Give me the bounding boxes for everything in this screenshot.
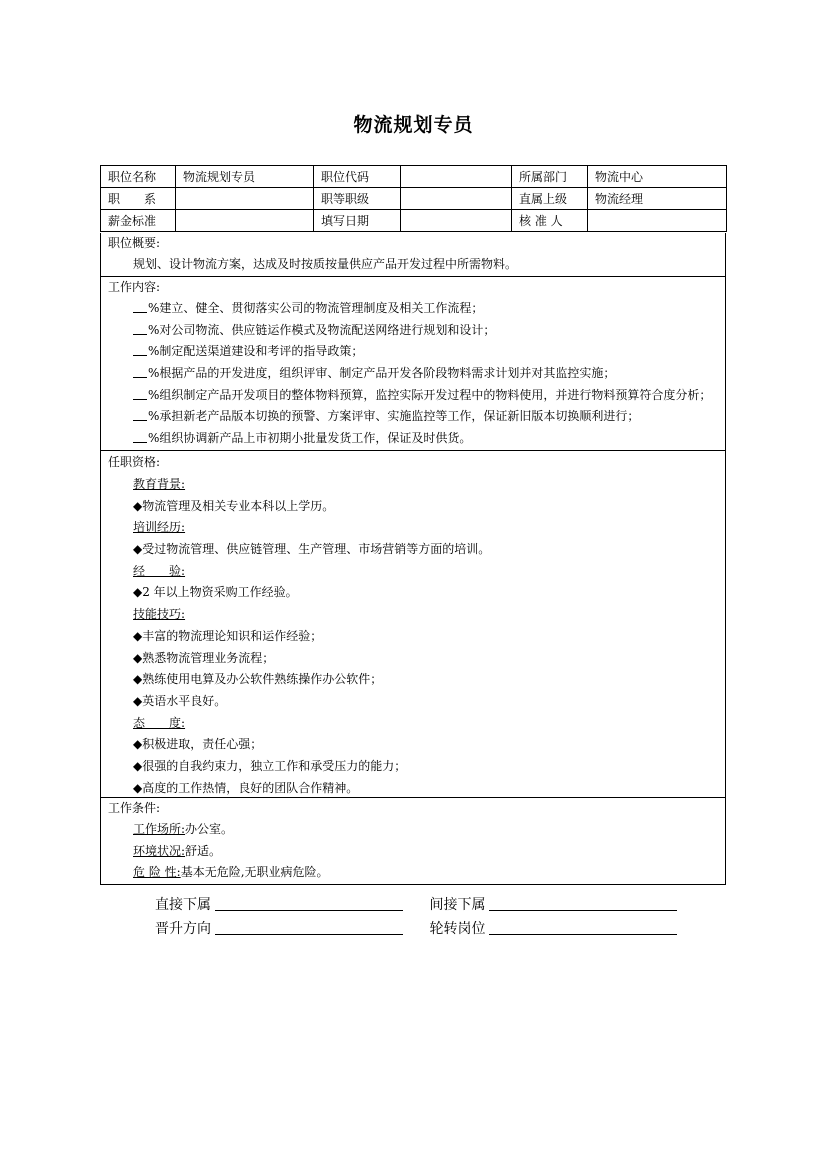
value-department: 物流中心 <box>588 166 727 188</box>
footer-fields <box>155 893 677 941</box>
list-item: %根据产品的开发进度，组织评审、制定产品开发各阶段物料需求计划并对其监控实施； <box>101 363 725 385</box>
list-item: %建立、健全、贯彻落实公司的物流管理制度及相关工作流程； <box>101 298 725 320</box>
value-position-name: 物流规划专员 <box>176 166 314 188</box>
page-title: 物流规划专员 <box>353 114 474 136</box>
label-job-family: 职 系 <box>101 188 176 210</box>
direct-sub-field[interactable] <box>215 893 403 911</box>
list-item: ◆积极进取，责任心强； <box>133 737 263 752</box>
promotion-field[interactable] <box>215 917 403 935</box>
blank-line <box>133 386 147 400</box>
risk-value: 基本无危险,无职业病危险。 <box>180 865 329 880</box>
education-label: 教育背景: <box>133 477 186 491</box>
list-item: %承担新老产品版本切换的预警、方案评审、实施监控等工作，保证新旧版本切换顺利进行； <box>101 406 725 428</box>
place-value: 办公室。 <box>185 822 234 836</box>
label-position-name: 职位名称 <box>101 166 176 188</box>
rotation-field[interactable] <box>489 917 677 935</box>
indirect-sub-label: 间接下属 <box>429 897 486 913</box>
value-position-code <box>401 166 512 188</box>
condition-row <box>101 841 725 863</box>
blank-line <box>133 342 147 356</box>
conditions-section <box>100 798 726 885</box>
label-approver: 核 准 人 <box>512 210 588 232</box>
blank-line <box>133 429 147 443</box>
value-approver <box>588 210 727 232</box>
training-item: ◆受过物流管理、供应链管理、生产管理、市场营销等方面的培训。 <box>133 542 491 557</box>
qualifications-heading: 任职资格: <box>108 455 161 469</box>
list-item: ◆熟悉物流管理业务流程； <box>133 650 275 665</box>
overview-text: 规划、设计物流方案，达成及时按质按量供应产品开发过程中所需物料。 <box>133 257 518 271</box>
experience-item: ◆2 年以上物资采购工作经验。 <box>133 585 298 600</box>
list-item: ◆英语水平良好。 <box>133 693 227 708</box>
duties-section <box>100 277 726 451</box>
value-fill-date <box>401 210 512 232</box>
value-supervisor: 物流经理 <box>588 188 727 210</box>
label-supervisor: 直属上级 <box>512 188 588 210</box>
list-item: ◆熟练使用电算及办公软件熟练操作办公软件； <box>133 672 383 687</box>
blank-line <box>133 299 147 313</box>
label-department: 所属部门 <box>512 166 588 188</box>
blank-line <box>133 321 147 335</box>
risk-label: 危 险 性: <box>133 865 181 880</box>
env-value: 舒适。 <box>185 843 222 858</box>
env-label: 环境状况: <box>133 843 186 858</box>
condition-row <box>101 819 725 841</box>
attitude-label: 态 度: <box>133 715 186 730</box>
condition-row <box>101 862 725 884</box>
label-position-code: 职位代码 <box>314 166 401 188</box>
list-item: %组织协调新产品上市初期小批量发货工作，保证及时供货。 <box>101 428 725 450</box>
overview-section <box>100 233 726 277</box>
duties-heading: 工作内容: <box>108 280 161 294</box>
promotion-label: 晋升方向 <box>155 921 211 937</box>
experience-label: 经 验: <box>133 563 186 578</box>
place-label: 工作场所: <box>133 822 186 836</box>
conditions-heading: 工作条件: <box>108 801 161 815</box>
qualifications-section <box>100 451 726 798</box>
table-row <box>101 166 727 188</box>
blank-line <box>133 407 147 421</box>
blank-line <box>133 364 147 378</box>
direct-sub-label: 直接下属 <box>155 897 211 913</box>
training-label: 培训经历: <box>133 520 186 535</box>
table-row <box>101 210 727 232</box>
list-item: %制定配送渠道建设和考评的指导政策； <box>101 341 725 363</box>
list-item: ◆丰富的物流理论知识和运作经验； <box>133 628 323 643</box>
list-item: %组织制定产品开发项目的整体物料预算，监控实际开发过程中的物料使用，并进行物料预算符合度分析； <box>101 385 725 407</box>
label-grade: 职等职级 <box>314 188 401 210</box>
value-salary <box>176 210 314 232</box>
label-salary: 薪金标准 <box>101 210 176 232</box>
list-item: ◆很强的自我约束力，独立工作和承受压力的能力； <box>133 758 407 773</box>
position-info-table <box>100 165 727 232</box>
label-fill-date: 填写日期 <box>314 210 401 232</box>
list-item: ◆高度的工作热情，良好的团队合作精神。 <box>133 780 359 795</box>
rotation-label: 轮转岗位 <box>429 921 486 937</box>
skills-label: 技能技巧: <box>133 607 186 622</box>
value-grade <box>401 188 512 210</box>
list-item: %对公司物流、供应链运作模式及物流配送网络进行规划和设计； <box>101 320 725 342</box>
value-job-family <box>176 188 314 210</box>
overview-heading: 职位概要: <box>108 236 161 250</box>
education-item: ◆物流管理及相关专业本科以上学历。 <box>133 498 335 513</box>
indirect-sub-field[interactable] <box>489 893 677 911</box>
table-row <box>101 188 727 210</box>
